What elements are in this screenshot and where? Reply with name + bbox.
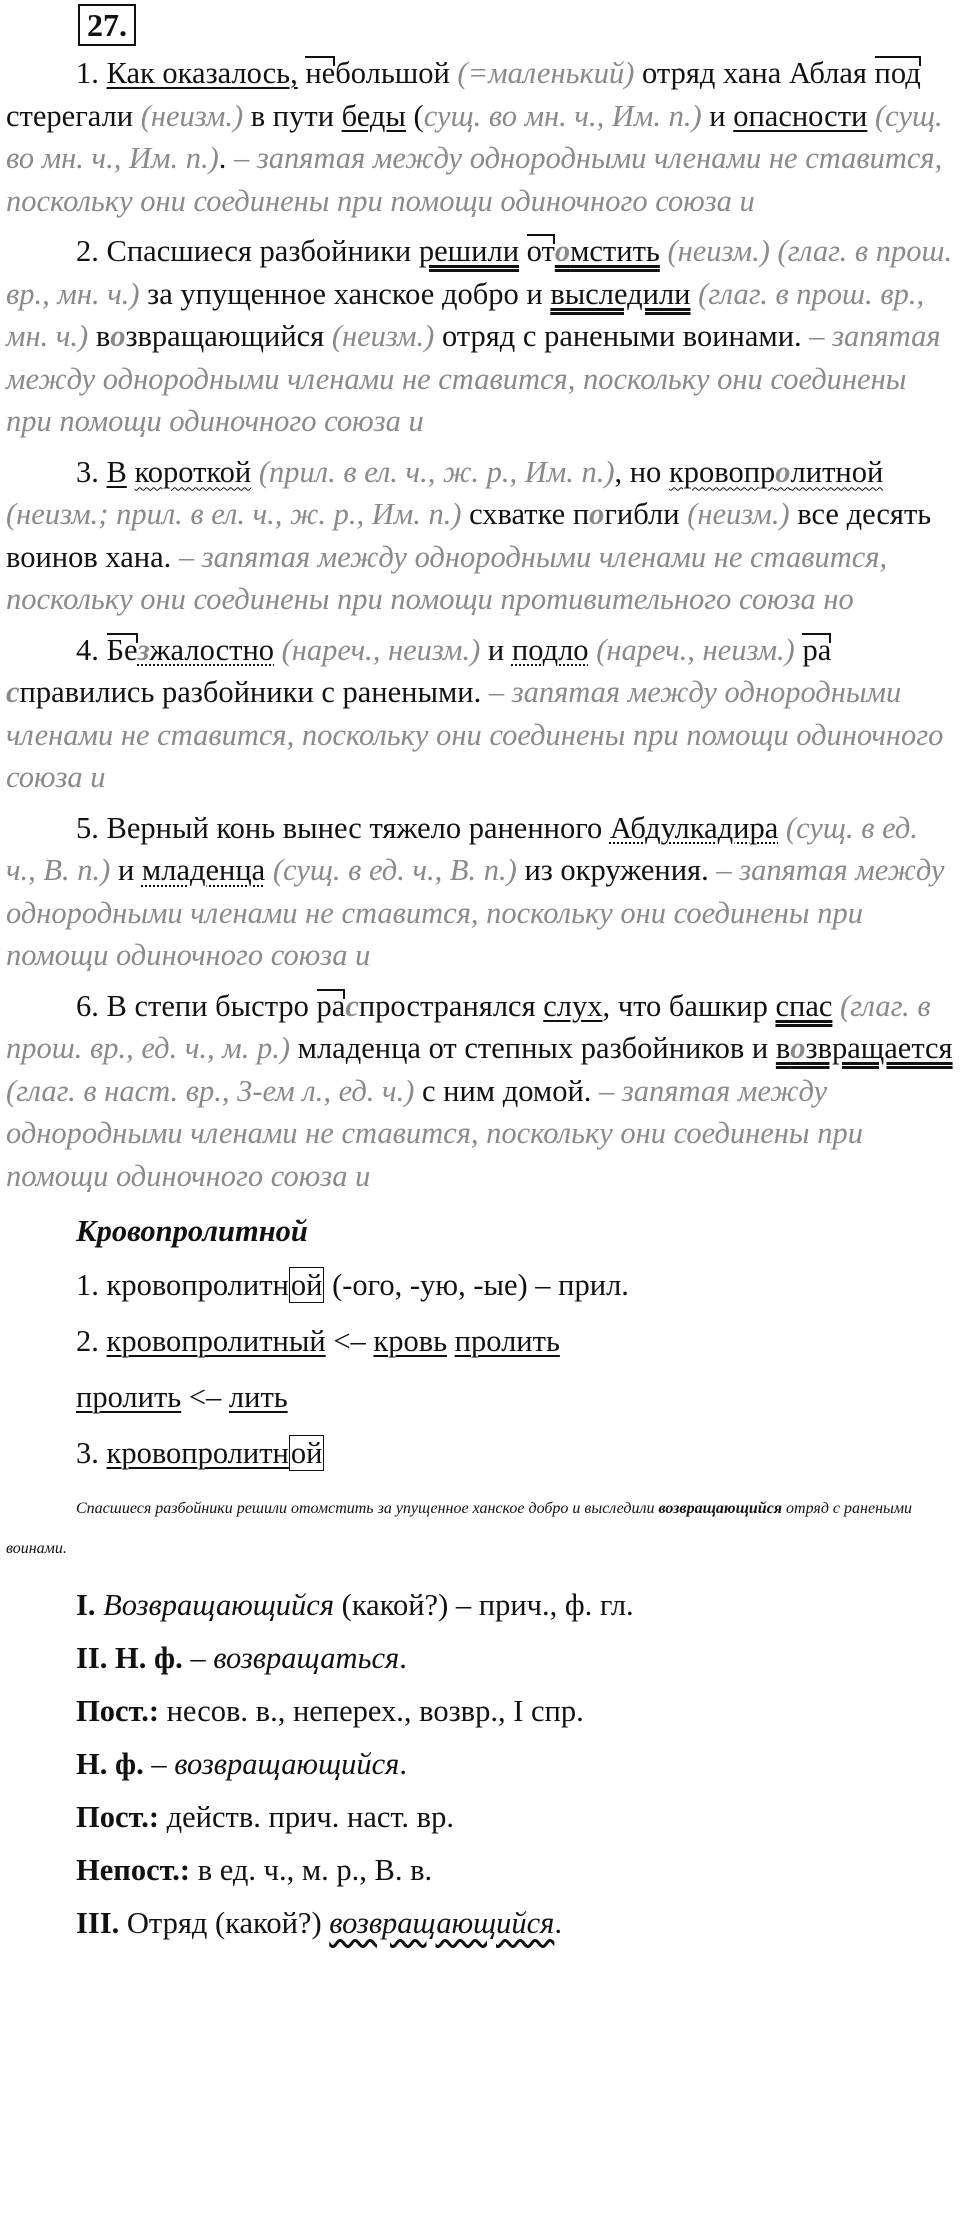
text: отряд с ранеными воинами.	[6, 1500, 913, 1557]
comment: – запятая между однородными членами не ставится, поскольку они соединены при помощи одиночного союза и	[6, 675, 944, 794]
sentence-1	[6, 52, 954, 222]
parse-row	[6, 1744, 954, 1784]
sentence-3	[6, 451, 954, 621]
text: жалостно	[149, 632, 275, 667]
text: .	[399, 1747, 407, 1781]
text: возвращаться	[213, 1641, 400, 1675]
text: возвращающийся	[329, 1906, 555, 1940]
text: большой	[335, 56, 450, 90]
text: 2.	[76, 1324, 107, 1358]
text: из окружения.	[524, 853, 709, 887]
predicate-reshili: решили	[418, 234, 520, 268]
note: (неизм.; прил. в ел. ч., ж. р., Им. п.)	[6, 497, 470, 531]
note: сущ. во мн. ч., Им. п.)	[423, 98, 702, 133]
text: отряд хана Аблая	[642, 56, 875, 90]
parse-label: Непост.:	[76, 1853, 191, 1887]
text: Спасшиеся разбойники решили отомстить за упущенное ханское добро и выследили	[76, 1500, 659, 1517]
text: Отряд (какой?)	[119, 1906, 330, 1940]
morphological-parse	[6, 1585, 954, 1943]
parse-row	[6, 1850, 954, 1890]
text: и	[701, 98, 734, 133]
note: (прил. в ел. ч., ж. р., Им. п.)	[251, 454, 615, 489]
note: (нареч., неизм.)	[274, 632, 488, 667]
text: 1. кровопролитн	[76, 1268, 289, 1302]
text: кровопр	[668, 454, 776, 489]
text: в	[95, 319, 111, 353]
letter-o: о	[110, 319, 126, 353]
text: в пути	[250, 98, 342, 133]
analysis-line-3	[6, 1377, 954, 1417]
text: .	[218, 141, 227, 175]
source-word-lit: лить	[228, 1380, 288, 1414]
text: –	[182, 1641, 214, 1675]
predicate-vysledili: выследили	[550, 276, 691, 311]
note: (сущ. в ед. ч., В. п.)	[6, 810, 918, 887]
text: –	[143, 1747, 175, 1781]
text	[447, 1324, 455, 1358]
comment: – запятая между однородными членами не ставится, поскольку они соединены при помощи противительного союза но	[6, 539, 888, 616]
text: возвращающийся	[174, 1747, 400, 1781]
text: .	[399, 1641, 407, 1675]
example-sentence	[6, 1489, 954, 1569]
text: и	[487, 632, 512, 667]
text: <–	[181, 1380, 229, 1414]
comment: – запятая между однородными членами не ставится, поскольку они соединены при помощи одиночного союза и	[6, 1073, 863, 1193]
note: (=маленький)	[449, 56, 643, 90]
parse-label: II. Н. ф.	[76, 1641, 183, 1675]
text: (-ого, -ую, -ые) – прил.	[324, 1268, 629, 1302]
subject-bedy: беды	[341, 98, 406, 133]
text: и	[117, 853, 142, 887]
prefix-ras: ра	[802, 629, 831, 672]
prefix-pod: под	[875, 52, 921, 95]
parse-row	[6, 1797, 954, 1837]
text: 4.	[76, 632, 107, 667]
text: действ. прич. наст. вр.	[158, 1800, 454, 1834]
note: (неизм.)	[324, 319, 442, 353]
object-mladenca: младенца	[141, 853, 266, 887]
text: несов. в., неперех., возвр., I спр.	[158, 1694, 584, 1728]
text: все десять воинов хана.	[6, 497, 932, 574]
parse-label: Н. ф.	[76, 1747, 144, 1781]
text: (	[405, 98, 424, 133]
parse-row	[6, 1903, 954, 1943]
text: , что башкир	[602, 988, 776, 1023]
word-analysis-title: Кровопролитной	[76, 1214, 308, 1248]
note: (нареч., неизм.)	[588, 632, 803, 667]
attribute-korotkoi: короткой	[134, 454, 252, 489]
prefix-ras: ра	[317, 985, 346, 1028]
text: схватке п	[469, 497, 590, 531]
letter-o: о	[775, 454, 791, 489]
note: (неизм.) (глаг. в прош. вр., мн. ч.)	[6, 234, 953, 311]
text: пространялся	[358, 988, 544, 1023]
comment: – запятая между однородными членами не ставится, поскольку они соединены при помощи одиночного союза и	[6, 853, 945, 972]
parse-label: Пост.:	[76, 1694, 159, 1728]
letter-s: с	[345, 988, 359, 1023]
text: отряд с ранеными воинами.	[441, 319, 802, 353]
text: (какой?) – прич., ф. гл.	[334, 1588, 634, 1622]
analysis-line-2	[6, 1321, 954, 1361]
text: в ед. ч., м. р., В. в.	[190, 1853, 433, 1887]
text: 3.	[76, 1436, 107, 1470]
parse-label: Пост.:	[76, 1800, 159, 1834]
derived-word: пролить	[76, 1380, 182, 1414]
analysis-line-4	[6, 1433, 954, 1473]
analysis-line-1	[6, 1265, 954, 1305]
text: <–	[325, 1324, 374, 1358]
text: .	[554, 1906, 562, 1940]
comment: – запятая между однородными членами не ставится, поскольку они соединены при помощи одиночного союза и	[6, 141, 943, 218]
text: литной	[790, 454, 884, 489]
text: Возвращающийся	[95, 1588, 335, 1622]
letter-o: о	[589, 497, 605, 531]
highlighted-word: возвращающийся	[658, 1500, 783, 1517]
parse-row	[6, 1638, 954, 1678]
content	[6, 52, 954, 1956]
text: гибли	[604, 497, 680, 531]
text: стерегали	[6, 98, 134, 133]
object-abdulkadira: Абдулкадира	[609, 810, 779, 845]
parse-label: I.	[76, 1588, 96, 1622]
derived-word: кровопролитный	[106, 1324, 326, 1358]
prefix-ot: от	[527, 230, 555, 273]
note: (сущ. в ед. ч., В. п.)	[265, 853, 525, 887]
stem: кровопролитн	[106, 1436, 289, 1470]
text: правились разбойники с ранеными.	[19, 675, 482, 709]
sentence-5	[6, 807, 954, 977]
predicate-spas: спас	[775, 988, 833, 1023]
text: звращается	[805, 1031, 953, 1065]
prefix-ne: не	[305, 52, 335, 95]
letter-s: с	[6, 675, 20, 709]
sentence-6	[6, 985, 954, 1198]
text: звращающийся	[125, 319, 325, 353]
text: , но	[614, 454, 669, 489]
text: 3.	[76, 454, 107, 489]
text: 6. В степи быстро	[76, 988, 317, 1023]
text	[519, 234, 527, 268]
note: (неизм.)	[679, 497, 798, 531]
note: (глаг. в прош. вр., мн. ч.)	[6, 276, 925, 353]
source-word-krov: кровь	[373, 1324, 448, 1358]
text: 5. Верный конь вынес тяжело раненного	[76, 810, 610, 845]
letter-z: з	[137, 632, 150, 667]
parse-row	[6, 1585, 954, 1625]
prefix-bez: Бе	[107, 629, 138, 672]
subject-sluh: слух	[543, 988, 603, 1023]
text: в	[775, 1031, 791, 1065]
text: с ним домой.	[421, 1073, 592, 1108]
adverb-podlo: подло	[511, 632, 589, 667]
text: за упущенное ханское добро и	[147, 276, 551, 311]
ending-box: ой	[290, 1436, 323, 1470]
note: (глаг. в прош. вр., ед. ч., м. р.)	[6, 988, 931, 1065]
parse-row	[6, 1691, 954, 1731]
introductory-phrase: Как оказалось,	[106, 56, 298, 90]
letter-o: о	[790, 1031, 806, 1065]
text: В	[106, 454, 127, 489]
sentence-2	[6, 230, 954, 443]
ending-box: ой	[290, 1268, 323, 1302]
note: (неизм.)	[133, 98, 251, 133]
note: (сущ. во мн. ч., Им. п.)	[6, 98, 943, 175]
letter-o: о	[554, 234, 571, 268]
subject-opasnosti: опасности	[733, 98, 868, 133]
parse-label: III.	[76, 1906, 120, 1940]
exercise-number: 27.	[78, 4, 136, 46]
text: 2. Спасшиеся разбойники	[76, 234, 419, 268]
text: младенца от степных разбойников и	[297, 1031, 776, 1065]
source-word-prolit: пролить	[454, 1324, 560, 1358]
text: мстить	[570, 234, 660, 268]
comment: – запятая между однородными членами не ставится, поскольку они соединены при помощи одиночного союза и	[6, 319, 941, 438]
text: 1.	[76, 56, 107, 90]
sentence-4	[6, 629, 954, 799]
note: (глаг. в наст. вр., 3-ем л., ед. ч.)	[6, 1073, 422, 1108]
word-analysis	[6, 1211, 954, 1473]
